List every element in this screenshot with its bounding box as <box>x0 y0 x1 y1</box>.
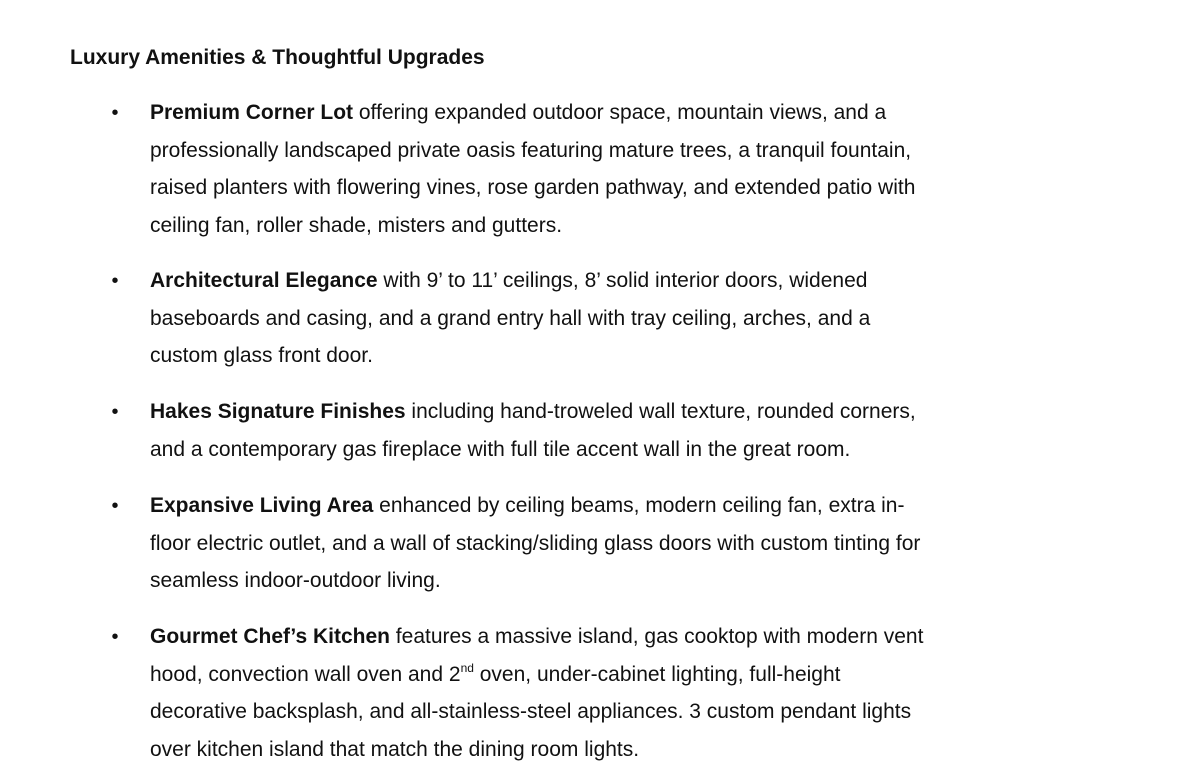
text-line: baseboards and casing, and a grand entry hall with tray ceiling, arches, and a <box>150 306 871 330</box>
item-lead: Premium Corner Lot <box>150 101 354 124</box>
item-text: offering expanded outdoor space, mountain views, and a <box>353 101 887 124</box>
text-line <box>150 393 1140 431</box>
text-line <box>150 618 1140 656</box>
item-text: oven, under-cabinet lighting, full-height <box>473 662 841 686</box>
text-line <box>150 94 1140 132</box>
item-text: enhanced by ceiling beams, modern ceiling fan, extra in- <box>373 494 905 517</box>
bullet-icon: • <box>111 626 119 648</box>
text-line: decorative backsplash, and all-stainless-steel appliances. 3 custom pendant lights <box>150 700 912 723</box>
item-text: hood, convection wall oven and 2 <box>150 662 461 686</box>
bullet-icon: • <box>111 102 119 124</box>
bullet-icon: • <box>111 495 119 517</box>
item-lead: Hakes Signature Finishes <box>150 400 406 423</box>
list-item-text <box>150 393 1140 468</box>
text-line: floor electric outlet, and a wall of stacking/sliding glass doors with custom tinting for <box>150 531 921 555</box>
list-item-text <box>150 487 1140 600</box>
item-text: features a massive island, gas cooktop with modern vent <box>389 625 924 648</box>
text-line: over kitchen island that match the dining room lights. <box>150 737 640 761</box>
item-lead: Expansive Living Area <box>150 494 374 517</box>
list-item-text <box>150 94 1140 244</box>
text-line: seamless indoor-outdoor living. <box>150 569 441 592</box>
item-text: with 9’ to 11’ ceilings, 8’ solid interior doors, widened <box>377 269 868 292</box>
text-line: raised planters with flowering vines, rose garden pathway, and extended patio with <box>150 176 916 199</box>
text-line <box>150 656 1140 694</box>
bullet-icon: • <box>111 270 119 292</box>
text-line: and a contemporary gas fireplace with full tile accent wall in the great room. <box>150 437 851 461</box>
item-lead: Architectural Elegance <box>150 269 378 292</box>
text-line: ceiling fan, roller shade, misters and gutters. <box>150 213 563 237</box>
list-item-text <box>150 618 1140 768</box>
item-lead: Gourmet Chef’s Kitchen <box>150 625 390 648</box>
superscript: nd <box>460 660 474 675</box>
bullet-icon: • <box>111 401 119 423</box>
item-text: including hand-troweled wall texture, rounded corners, <box>405 400 916 423</box>
text-line: professionally landscaped private oasis featuring mature trees, a tranquil fountain, <box>150 138 912 162</box>
list-item-text <box>150 262 1140 375</box>
text-line <box>150 262 1140 300</box>
text-line: custom glass front door. <box>150 344 373 367</box>
text-line <box>150 487 1140 525</box>
section-heading: Luxury Amenities & Thoughtful Upgrades <box>70 46 485 69</box>
